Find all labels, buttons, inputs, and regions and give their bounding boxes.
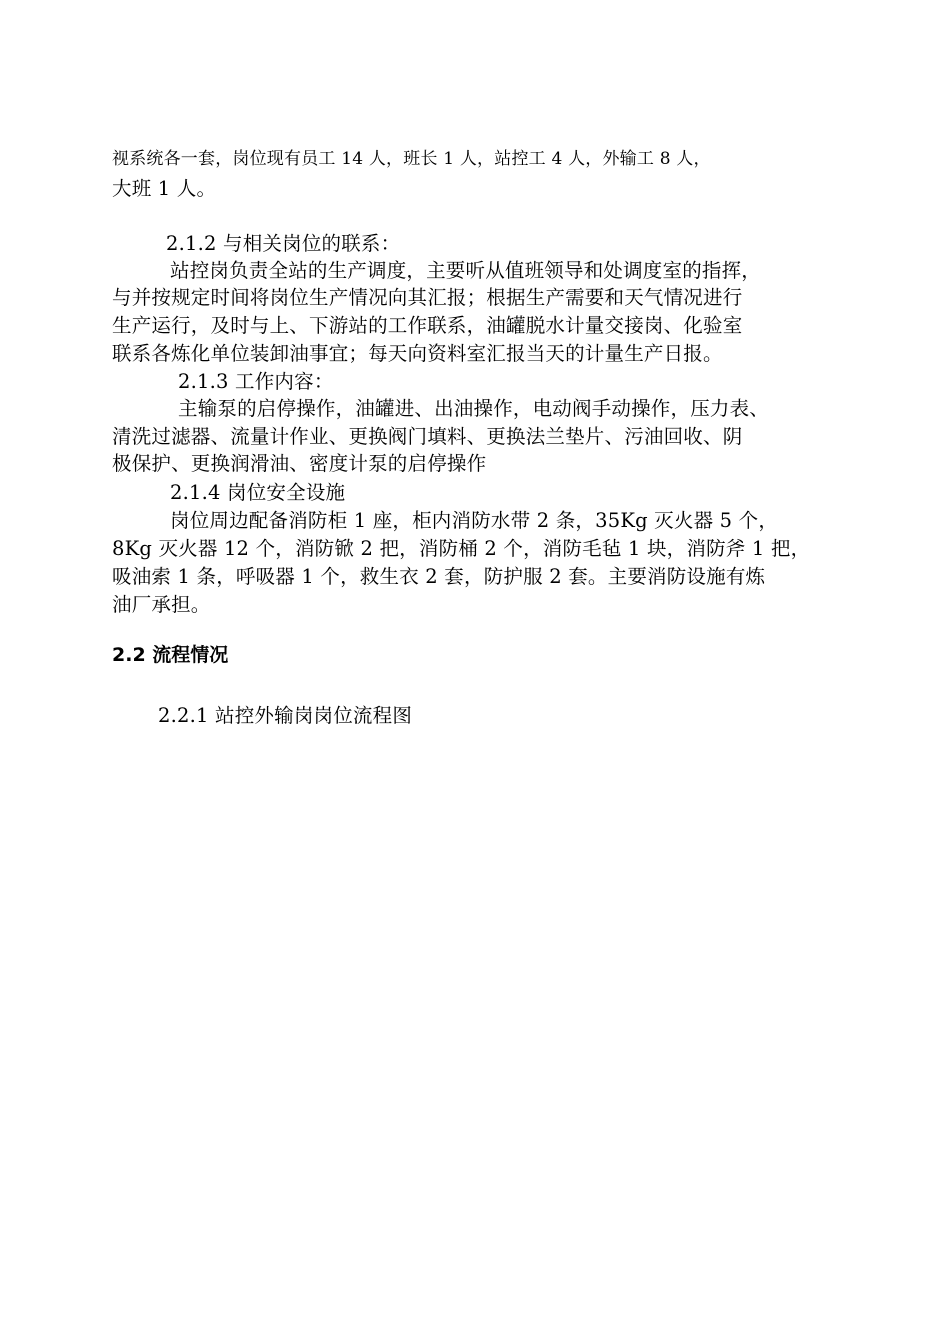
section-title-2-1-2: 2.1.2 与相关岗位的联系： — [166, 232, 401, 255]
section-title-2-1-3: 2.1.3 工作内容： — [178, 370, 334, 393]
paragraph-line: 联系各炼化单位装卸油事宜；每天向资料室汇报当天的计量生产日报。 — [112, 342, 723, 365]
paragraph-line: 生产运行，及时与上、下游站的工作联系，油罐脱水计量交接岗、化验室 — [112, 314, 743, 337]
paragraph-line: 与并按规定时间将岗位生产情况向其汇报；根据生产需要和天气情况进行 — [112, 286, 743, 309]
paragraph-line: 8Kg 灭火器 12 个，消防锨 2 把，消防桶 2 个，消防毛毡 1 块，消防斧 1 把， — [112, 537, 811, 560]
paragraph-line: 极保护、更换润滑油、密度计泵的启停操作 — [112, 452, 487, 475]
section-title-2-2-1: 2.2.1 站控外输岗岗位流程图 — [158, 704, 413, 727]
paragraph-line: 油厂承担。 — [112, 593, 211, 616]
paragraph-line: 视系统各一套，岗位现有员工 14 人，班长 1 人，站控工 4 人，外输工 8 人， — [112, 149, 711, 169]
paragraph-line: 清洗过滤器、流量计作业、更换阀门填料、更换法兰垫片、污油回收、阴 — [112, 425, 743, 448]
paragraph-line: 吸油索 1 条，呼吸器 1 个，救生衣 2 套，防护服 2 套。主要消防设施有炼 — [112, 565, 766, 588]
paragraph-line: 岗位周边配备消防柜 1 座，柜内消防水带 2 条，35Kg 灭火器 5 个， — [170, 509, 779, 532]
section-title-2-1-4: 2.1.4 岗位安全设施 — [170, 481, 346, 504]
paragraph-line: 大班 1 人。 — [112, 177, 217, 200]
paragraph-line: 站控岗负责全站的生产调度，主要听从值班领导和处调度室的指挥， — [170, 259, 762, 282]
paragraph-line: 主输泵的启停操作，油罐进、出油操作，电动阀手动操作，压力表、 — [178, 397, 770, 420]
section-heading-2-2: 2.2 流程情况 — [112, 644, 229, 666]
